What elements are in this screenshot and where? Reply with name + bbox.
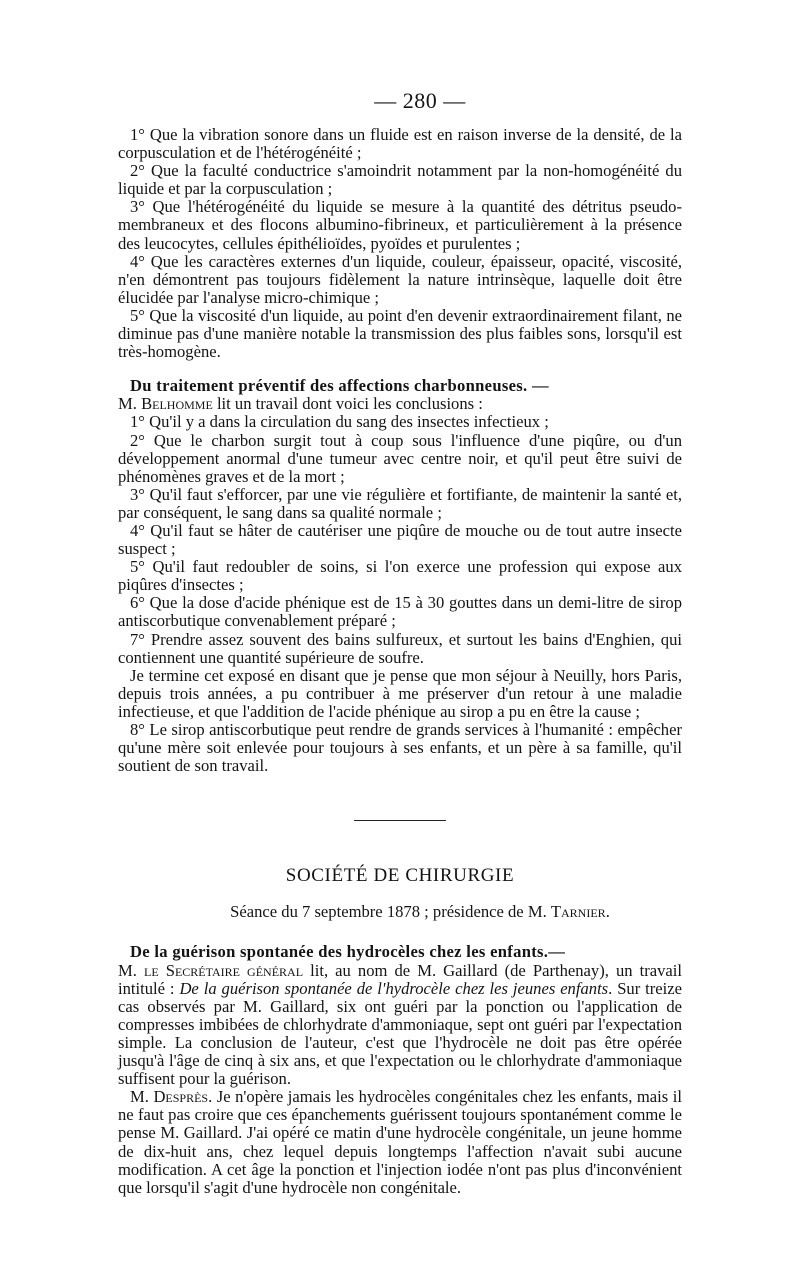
list-item: Je termine cet exposé en disant que je pense que mon séjour à Neuilly, hors Paris, depuis trois années, a pu contribuer à me préserver d'un retour à une maladie infectieuse, et que l'addition de l'acide phénique au sirop a pu en être la cause ; [118, 665, 682, 721]
list-item: 5° Qu'il faut redoubler de soins, si l'on exerce une profession qui expose aux piqûres d'insectes ; [118, 557, 682, 595]
list-item: 2° Que le charbon surgit tout à coup sous l'influence d'une piqûre, ou d'un développement anormal d'une tumeur avec centre noir, et qu'il peut être suivi de phénomènes graves et de la mort ; [118, 430, 682, 486]
section-intro: M. Belhomme lit un travail dont voici les conclusions : [118, 394, 483, 414]
page-number: — 280 — [374, 88, 466, 113]
conclusions-list [118, 126, 682, 361]
paragraph: M. le Secrétaire général lit, au nom de M. Gaillard (de Parthenay), un travail intitulé : De la guérison spontanée de l'hydrocèle chez les jeunes enfants. Sur treize cas observés par M. Gaillard, six ont guéri par la ponction ou l'application de compresses imbibées de chlorhydrate d'ammoniaque, sept ont guéri par l'expectation simple. La conclusion de l'auteur, c'est que l'hydrocèle ne doit pas être opérée jusqu'à l'âge de cinq à six ans, et que l'expectation ou le chlorhydrate d'ammoniaque suffisent pour la guérison. [118, 960, 683, 1089]
list-item: 4° Que les caractères externes d'un liquide, couleur, épaisseur, opacité, viscosité, n'en démontrent pas toujours fidèlement la nature intrinsèque, laquelle doit être élucidée par l'analyse micro-chimique ; [118, 251, 682, 307]
secretary-title: le Secrétaire général [143, 960, 304, 980]
section-charbon [118, 377, 682, 775]
section-divider [354, 820, 446, 821]
section-heading: De la guérison spontanée des hydrocèles chez les enfants.— [130, 942, 566, 962]
president-name: Tarnier [550, 902, 606, 922]
section-heading: Du traitement préventif des affections charbonneuses. — [130, 376, 549, 396]
speaker-name: Desprès [153, 1087, 209, 1107]
list-item: 6° Que la dose d'acide phénique est de 15 à 30 gouttes dans un demi-litre de sirop antiscorbutique convenablement préparé ; [118, 593, 682, 631]
section-hydrocele [118, 943, 682, 1196]
session-line: Séance du 7 septembre 1878 ; présidence de M. Tarnier. [230, 902, 610, 922]
list-item: 5° Que la viscosité d'un liquide, au point d'en devenir extraordinairement filant, ne diminue pas d'une manière notable la transmission des plus faibles sons, lorsqu'il est très-homogène. [118, 305, 682, 362]
list-item: 3° Que l'hétérogénéité du liquide se mesure à la quantité des détritus pseudo-membraneux et des flocons albumino-fibrineux, et particulièrement à la présence des leucocytes, cellules épithélioïdes, pyoïdes et purulentes ; [118, 197, 682, 253]
list-item: 1° Qu'il y a dans la circulation du sang des insectes infectieux ; [130, 412, 549, 432]
society-title: SOCIÉTÉ DE CHIRURGIE [285, 865, 515, 887]
author-name: Belhomme [141, 394, 213, 414]
list-item: 4° Qu'il faut se hâter de cautériser une piqûre de mouche ou de tout autre insecte suspect ; [118, 520, 682, 559]
list-item: 1° Que la vibration sonore dans un fluide est en raison inverse de la densité, de la corpusculation et de l'hétérogénéité ; [118, 125, 682, 163]
list-item: 2° Que la faculté conductrice s'amoindrit notamment par la non-homogénéité du liquide et par la corpusculation ; [118, 161, 682, 199]
list-item: 3° Qu'il faut s'efforcer, par une vie régulière et fortifiante, de maintenir la santé et, par conséquent, le sang dans sa qualité normale ; [118, 484, 682, 522]
paragraph: M. Desprès. Je n'opère jamais les hydrocèles congénitales chez les enfants, mais il ne faut pas croire que ces épanchements guérissent toujours spontanément comme le pense M. Gaillard. J'ai opéré ce matin d'une hydrocèle congénitale, un jeune homme de dix-huit ans, chez lequel depuis longtemps l'affection n'avait subi aucune modification. A cet âge la ponction et l'injection iodée n'ont pas plus d'inconvénient que lorsqu'il s'agit d'une hydrocèle non congénitale. [118, 1087, 682, 1197]
list-item: 7° Prendre assez souvent des bains sulfureux, et surtout les bains d'Enghien, qui contiennent une quantité supérieure de soufre. [118, 629, 682, 667]
work-title: De la guérison spontanée de l'hydrocèle chez les jeunes enfants [179, 978, 609, 998]
list-item: 8° Le sirop antiscorbutique peut rendre de grands services à l'humanité : empêcher qu'une mère soit enlevée pour toujours à ses enfants, et un père à sa famille, qu'il soutient de son travail. [118, 720, 682, 776]
